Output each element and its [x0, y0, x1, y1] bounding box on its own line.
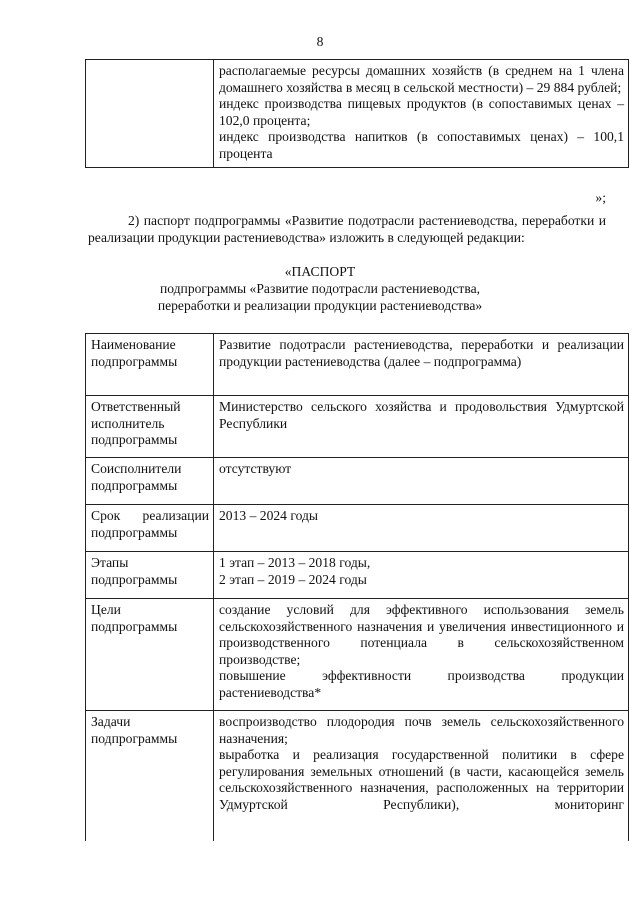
table-row [86, 458, 629, 505]
closing-quote: »; [595, 190, 606, 205]
passport-subtitle-line1: подпрограммы «Развитие подотрасли растениеводства, [159, 281, 481, 296]
stage-line: 2 этап – 2019 – 2024 годы [219, 571, 367, 587]
passport-title: «ПАСПОРТ [284, 264, 356, 279]
row-label: Задачи подпрограммы [86, 711, 214, 841]
row-label: Цели подпрограммы [86, 599, 214, 711]
row-value: Министерство сельского хозяйства и продовольствия Удмуртской Республики [214, 396, 629, 458]
table-row [86, 334, 629, 396]
goal-line: повышение эффективности производства продукции растениеводства* [219, 668, 624, 700]
row-label: Ответственный исполнитель подпрограммы [86, 396, 214, 458]
indicators-cell [214, 60, 629, 168]
row-value: отсутствуют [214, 458, 629, 505]
row-value [214, 599, 629, 711]
row-value: 2013 – 2024 годы [214, 505, 629, 552]
row-label: Этапы подпрограммы [86, 552, 214, 599]
stage-line: 1 этап – 2013 – 2018 годы, [219, 555, 371, 570]
table-row [86, 396, 629, 458]
table-row [86, 711, 629, 841]
row-label: Наименование подпрограммы [86, 334, 214, 396]
row-value [214, 552, 629, 599]
indicator-line: индекс производства пищевых продуктов (в сопоставимых ценах – 102,0 процента; [219, 96, 624, 128]
indicator-line: располагаемые ресурсы домашних хозяйств (в среднем на 1 члена домашнего хозяйства в месяц в сельской местности) – 29 884 рублей; [219, 63, 624, 95]
amendment-text: 2) паспорт подпрограммы «Развитие подотрасли растениеводства, переработки и реализации продукции растениеводства» изложить в следующей редакции: [88, 213, 606, 245]
task-line: воспроизводство плодородия почв земель сельскохозяйственного назначения; [219, 714, 624, 746]
table-row [86, 505, 629, 552]
passport-subtitle-line2: переработки и реализации продукции растениеводства» [157, 298, 483, 313]
amendment-paragraph [88, 213, 606, 246]
table-row [86, 552, 629, 599]
passport-table [85, 333, 629, 841]
continuation-table [85, 59, 629, 168]
task-line: выработка и реализация государственной политики в сфере регулирования земельных отношений (в части, касающейся земель сельскохозяйственного назначения, расположенных на территории Удмуртской Республики), мониторинг [219, 747, 624, 812]
page-number: 8 [316, 34, 324, 49]
indicator-line: индекс производства напитков (в сопоставимых ценах) – 100,1 процента [219, 129, 624, 161]
row-value [214, 711, 629, 841]
row-label: Соисполнители подпрограммы [86, 458, 214, 505]
row-value: Развитие подотрасли растениеводства, переработки и реализации продукции растениеводства (далее – подпрограмма) [214, 334, 629, 396]
row-label: Срок реализации подпрограммы [86, 505, 214, 552]
table-row [86, 599, 629, 711]
goal-line: создание условий для эффективного использования земель сельскохозяйственного назначения и увеличения инвестиционного и производственного потенциала в сельскохозяйственном производстве; [219, 602, 624, 667]
empty-cell [86, 60, 214, 168]
